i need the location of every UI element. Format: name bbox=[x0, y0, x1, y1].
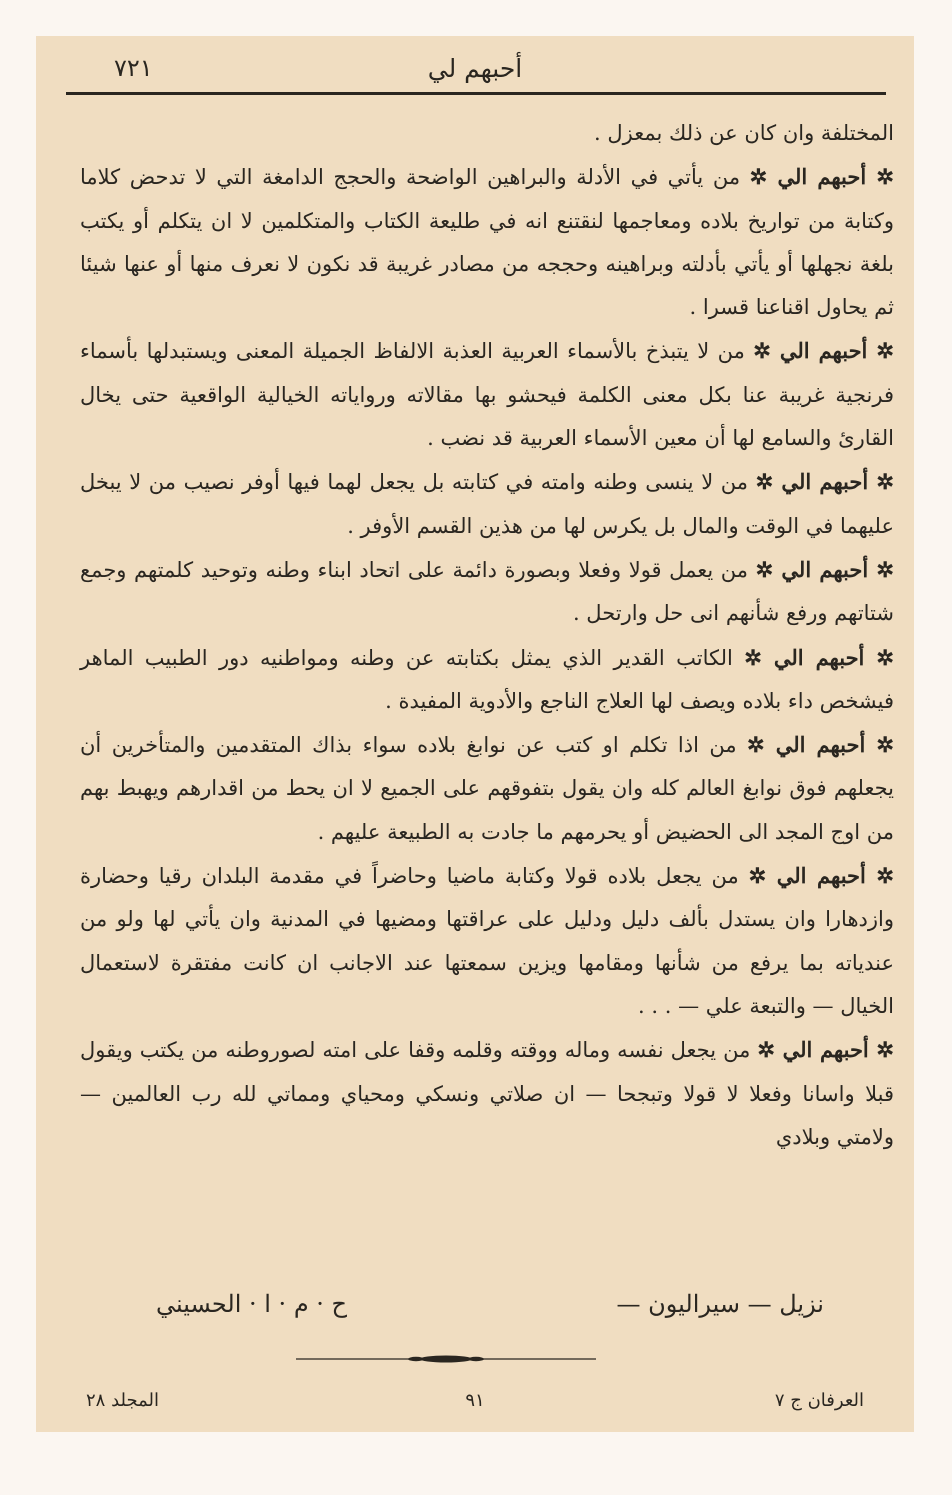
paragraph-lead: ✲ أحبهم الي ✲ bbox=[747, 732, 894, 758]
paragraph-lead: ✲ أحبهم الي ✲ bbox=[748, 863, 894, 889]
paragraph bbox=[80, 854, 894, 1028]
paragraph bbox=[80, 548, 894, 636]
page-number: ٧٢١ bbox=[114, 54, 153, 82]
paragraph-lead: ✲ أحبهم الي ✲ bbox=[755, 469, 895, 495]
paragraph bbox=[80, 329, 894, 460]
paragraph-text: من يأتي في الأدلة والبراهين الواضحة والحجج الدامغة التي لا تدحض كلاما وكتابة من تواريخ بلاده ومعاجمها لنقتنع انه في طليعة الكتاب والمتكلمين لا ان يتكلم أو يكتب بلغة نجهلها أو يأتي بأدلته وبراهينه وحججه من مصادر غريبة قد نكون لا نعرف منها أو عنها شيئا ثم يحاول اقناعنا قسرا . bbox=[80, 165, 894, 320]
paragraph bbox=[80, 112, 894, 155]
paragraph bbox=[80, 636, 894, 724]
header-rule bbox=[66, 92, 886, 95]
paragraph-text: الكاتب القدير الذي يمثل بكتابته عن وطنه ومواطنيه دور الطبيب الماهر فيشخص داء بلاده ويصف لها العلاج الناجع والأدوية المفيدة . bbox=[80, 645, 894, 713]
paragraph-text: من لا يتبذخ بالأسماء العربية العذبة الالفاظ الجميلة المعنى ويستبدلها بأسماء فرنجية غريبة عنا بكل معنى الكلمة فيحشو بها مقالاته ورواياته الخيالية الواقعية حتى يخال القارئ والسامع لها أن معين الأسماء العربية قد نضب . bbox=[80, 339, 894, 451]
page-header bbox=[66, 44, 884, 88]
footer-volume: المجلد ٢٨ bbox=[86, 1390, 159, 1411]
paragraph-text: من يجعل بلاده قولا وكتابة ماضيا وحاضراً في مقدمة البلدان رقيا وحضارة وازدهارا وان يستدل بألف دليل ودليل على عراقتها ومضيها في المدنية وان يأتي لها ولو من عندياته بما يرفع من شأنها ومقامها ويزين سمعتها عند الاجانب ان كانت مفتقرة لاستعمال الخيال — والتبعة علي — . . . bbox=[80, 864, 894, 1018]
signature-block bbox=[96, 1284, 854, 1334]
paragraph-lead: ✲ أحبهم الي ✲ bbox=[744, 644, 894, 670]
paragraph-text: المختلفة وان كان عن ذلك بمعزل . bbox=[594, 121, 894, 145]
footer-issue: العرفان ج ٧ bbox=[774, 1390, 864, 1411]
paragraph bbox=[80, 723, 894, 854]
signature-author: ح · م · ا · الحسيني bbox=[156, 1290, 348, 1318]
article-body bbox=[80, 112, 894, 1159]
paragraph-text: من يعمل قولا وفعلا وبصورة دائمة على اتحاد ابناء وطنه وتوحيد كلمتهم وجمع شتاتهم ورفع شأنهم انى حل وارتحل . bbox=[80, 557, 894, 626]
footer-page-number: ٩١ bbox=[465, 1390, 485, 1411]
paragraph-lead: ✲ أحبهم الي ✲ bbox=[749, 164, 894, 190]
ornament-divider bbox=[296, 1354, 596, 1364]
paragraph bbox=[80, 460, 894, 548]
signature-place: نزيل — سيراليون — bbox=[616, 1290, 824, 1318]
paragraph bbox=[80, 1028, 894, 1159]
paragraph-lead: ✲ أحبهم الي ✲ bbox=[757, 1037, 894, 1063]
page-title: أحبهم لي bbox=[427, 54, 523, 83]
paragraph-text: من لا ينسى وطنه وامته في كتابته بل يجعل لهما فيها أوفر نصيب من لا يبخل عليهما في الوقت والمال بل يكرس لها من هذين القسم الأوفر . bbox=[80, 470, 894, 538]
paragraph-text: من يجعل نفسه وماله ووقته وقلمه وقفا على امته لصوروطنه من يكتب ويقول قبلا واسانا وفعلا لا قولا وتبجحا — ان صلاتي ونسكي ومحياي ومماتي لله رب العالمين — ولامتي وبلادي bbox=[80, 1038, 894, 1149]
document-page bbox=[36, 36, 914, 1432]
paragraph bbox=[80, 155, 894, 329]
page-footer bbox=[76, 1386, 874, 1422]
paragraph-lead: ✲ أحبهم الي ✲ bbox=[753, 338, 894, 364]
paragraph-text: من اذا تكلم او كتب عن نوابغ بلاده سواء بذاك المتقدمين والمتأخرين أن يجعلهم فوق نوابغ العالم كله وان يقول بتفوقهم على الجميع لا ان يحط من اقدارهم ويهبط بهم من اوج المجد الى الحضيض أو يحرمهم ما جادت به الطبيعة عليهم . bbox=[80, 733, 894, 844]
paragraph-lead: ✲ أحبهم الي ✲ bbox=[755, 556, 895, 582]
